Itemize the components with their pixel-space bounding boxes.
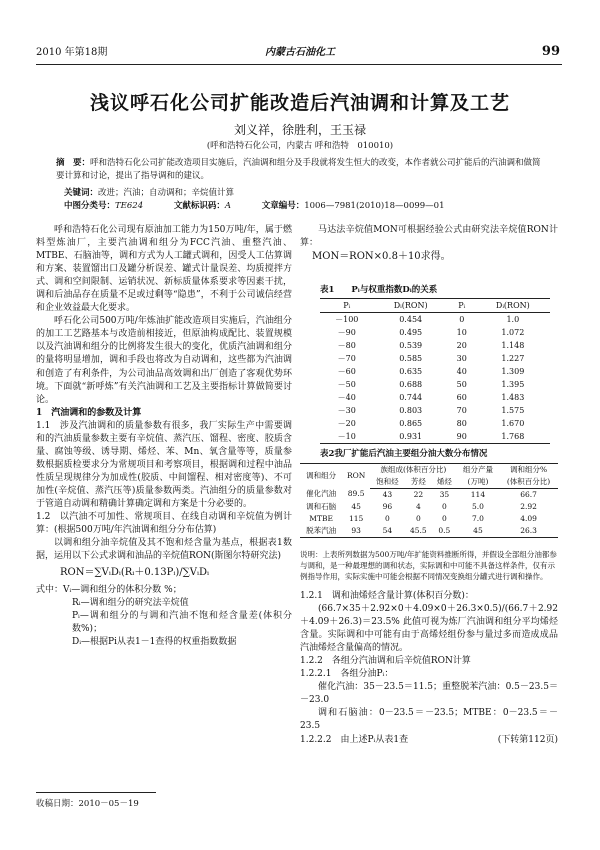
table2-cell: 4.09 bbox=[520, 513, 537, 523]
table1-cell: 0.635 bbox=[399, 366, 423, 376]
keywords-label: 关键词： bbox=[64, 188, 99, 198]
paragraph: 呼石化公司500万吨/年炼油扩能改造项目实施后，汽油组分的加工工艺路基本与改造前相接近，但原油构成配比、装置规模以及汽油调和组分的比例将发生很大的变化，优质汽油调和组分的量将明显增加，调和手段也将改为自动调和，这些都为汽油调和创造了有利条件，为公司油品高效调和出厂创造了客观优势环境。下面就“新呼炼”有关汽油调和工艺及主要指标计算做简要讨论。 bbox=[36, 316, 292, 405]
header-issue: 2010 年第18期 bbox=[36, 47, 108, 58]
table2-cell: 4 bbox=[415, 501, 421, 511]
table1-cell: 0 bbox=[459, 314, 465, 324]
table2-header-ratio: 调和组分% bbox=[509, 464, 548, 474]
table1-header: Dᵢ(RON) bbox=[476, 299, 550, 313]
table2-note: 说明：上表所列数据为500万吨/年扩能资料推断所得，并假设全部组分油都参与调和，是一种最理想的调和状态，实际调和中可能不具备这样条件，仅有示例指导作用，实际实施中可能会根据不同情况变换组分罐式进行调和操作。 bbox=[300, 550, 557, 581]
table1-row bbox=[320, 404, 550, 417]
doc-code-value: A bbox=[224, 201, 231, 211]
table1-cell: 90 bbox=[456, 431, 467, 441]
table2-cell: 96 bbox=[382, 501, 393, 511]
table1-cell: 1.483 bbox=[501, 392, 525, 402]
table2-header-ratio-unit: (体积百分比) bbox=[499, 476, 558, 489]
abstract-text: 呼和浩特石化公司扩能改造项目实施后，汽油调和组分及手段就将发生恒大的改变，本作者就公司扩能后的汽油调和做简要计算和讨论，提出了指导调和的建议。 bbox=[56, 158, 541, 181]
table2-header-group: 调和组分 bbox=[306, 470, 337, 480]
header-journal: 内蒙古石油化工 bbox=[265, 47, 335, 58]
table1-header: Pᵢ bbox=[448, 299, 476, 313]
classification-line bbox=[64, 200, 501, 212]
table2-cell: 0.5 bbox=[438, 525, 451, 535]
table1-caption: 表1 Pᵢ与权重指数Dᵢ的关系 bbox=[320, 285, 438, 295]
article-id-label: 文章编号： bbox=[261, 201, 305, 211]
page-number: 99 bbox=[541, 44, 560, 59]
table1-cell: 1.072 bbox=[501, 327, 525, 337]
doc-code-label: 文献标识码： bbox=[173, 201, 225, 211]
table1-cell: －80 bbox=[337, 340, 356, 350]
table1-cell: －90 bbox=[337, 327, 356, 337]
right-column-bottom bbox=[300, 590, 558, 747]
received-date: 收稿日期：2010－05－19 bbox=[36, 799, 139, 809]
table1-cell: 1.768 bbox=[501, 431, 525, 441]
table1-cell: 0.803 bbox=[399, 405, 423, 415]
paragraph: 1.1 涉及汽油调和的质量参数有很多，我厂实际生产中需要调和的汽油质量参数主要有辛烷值、蒸汽压、馏程、密度、胶质含量、腐蚀等级、诱导期、烯烃、苯、Mn、氧含量等等，质量参数根据质检要求分为常规项目和考察项目，根据调和过程中油品性质呈现规律分为加成性(胶质、中间馏程、相对密度等)、不可加性(辛烷值、蒸汽压等)质量参数两类。汽油组分的质量参数对于管道自动调和精确计算确定调和方案是十分必要的。 bbox=[36, 420, 292, 509]
table2-header-hc: 族组成(体积百分比) bbox=[380, 464, 447, 474]
clc-value: TE624 bbox=[115, 201, 144, 211]
table2-cell: 54 bbox=[382, 525, 393, 535]
table1-cell: 1.395 bbox=[501, 379, 525, 389]
table2-caption: 表2我厂扩能后汽油主要组分油大数分布情况 bbox=[320, 449, 488, 459]
table1-cell: 0.539 bbox=[399, 340, 423, 350]
table2-cell: 35 bbox=[439, 489, 450, 499]
table2-cell: 45 bbox=[351, 501, 361, 511]
table2-cell: 2.92 bbox=[520, 501, 537, 511]
table1-row bbox=[320, 352, 550, 365]
paragraph: 1.2 以汽油不可加性、常规项目、在线自动调和辛烷值为例计算：(根据500万吨/年汽油调和组分分布估算) bbox=[36, 512, 292, 536]
table1-cell: 0.495 bbox=[399, 327, 423, 337]
paragraph: 1.2.2 各组分汽油调和后辛烷值RON计算 bbox=[300, 656, 471, 667]
table2-cell: 5.0 bbox=[471, 501, 484, 511]
table1-cell: 0.865 bbox=[399, 418, 423, 428]
table1-cell: 0.744 bbox=[399, 392, 423, 402]
table1-cell: 0.931 bbox=[399, 431, 423, 441]
article-title: 浅议呼石化公司扩能改造后汽油调和计算及工艺 bbox=[89, 92, 510, 114]
ron-formula: RON＝∑VᵢDᵢ(Rᵢ＋0.13Pᵢ)/∑VᵢDᵢ bbox=[60, 567, 209, 579]
continued-note: (下转第112页) bbox=[497, 734, 558, 745]
section-heading: 1 汽油调和的参数及计算 bbox=[36, 407, 142, 418]
table1-header: Dᵢ(RON) bbox=[374, 299, 448, 313]
table1-cell: －60 bbox=[337, 366, 356, 376]
table1-cell: 0.454 bbox=[399, 314, 423, 324]
table2-row bbox=[300, 513, 558, 525]
table2-row bbox=[300, 525, 558, 538]
table2-cell: 43 bbox=[382, 489, 393, 499]
table1-header: Pᵢ bbox=[320, 299, 374, 313]
table2-cell: MTBE bbox=[309, 513, 333, 523]
table2-cell: 26.3 bbox=[520, 525, 537, 535]
table1-row bbox=[320, 365, 550, 378]
paragraph: 1.2.1 调和油烯烃含量计算(体积百分数)： bbox=[300, 591, 474, 601]
continuation-line bbox=[300, 734, 558, 747]
table1-cell: 1.148 bbox=[501, 340, 525, 350]
clc-label: 中图分类号： bbox=[64, 201, 116, 211]
table1-row bbox=[320, 391, 550, 404]
table1-cell: －10 bbox=[337, 431, 356, 441]
table1-cell: 60 bbox=[456, 392, 467, 402]
table2-cell: 114 bbox=[470, 489, 486, 499]
table2-header-ron: RON bbox=[346, 470, 366, 480]
table2-cell: 0 bbox=[441, 501, 447, 511]
mon-formula: MON＝RON×0.8＋10求得。 bbox=[312, 251, 451, 263]
table1-cell: 20 bbox=[456, 340, 467, 350]
table1-cell: 1.670 bbox=[501, 418, 525, 428]
table1-cell: 10 bbox=[456, 327, 467, 337]
table2 bbox=[300, 463, 558, 538]
table1-cell: 1.227 bbox=[501, 353, 525, 363]
table1-row bbox=[320, 430, 550, 444]
table1-row bbox=[320, 313, 550, 327]
paragraph: (66.7×35＋2.92×0＋4.09×0＋26.3×0.5)/(66.7＋2.92＋4.09＋26.3)＝23.5% 此值可视为炼厂汽油调和组分平均烯烃含量。实际调和中可能有由于高烯烃组份参与量过多而造成成品汽油烯烃含量偏高的情况。 bbox=[300, 604, 558, 654]
table1-cell: －30 bbox=[337, 405, 356, 415]
table2-header-aro: 芳烃 bbox=[405, 476, 432, 489]
table1-cell: －70 bbox=[337, 353, 356, 363]
table2-header-prod-unit: (万吨) bbox=[457, 476, 499, 489]
table2-cell: 45 bbox=[473, 525, 483, 535]
abstract bbox=[56, 157, 548, 183]
table2-row bbox=[300, 489, 558, 502]
paragraph: 1.2.2.2 由上述Pᵢ从表1查 bbox=[300, 734, 409, 745]
affiliation: (呼和浩特石化公司，内蒙古 呼和浩特 010010) bbox=[206, 141, 394, 151]
formula-where: 式中：Vᵢ—调和组分的体积分数 %； bbox=[36, 584, 182, 595]
table1-cell: 1.309 bbox=[501, 366, 525, 376]
formula-def: Rᵢ—调和组分的研究法辛烷值 bbox=[72, 597, 189, 608]
table1-cell: －20 bbox=[337, 418, 356, 428]
paragraph: 催化汽油：35－23.5＝11.5；重整脱苯汽油：0.5－23.5＝－23.0 bbox=[300, 682, 558, 706]
table2-cell: 45.5 bbox=[409, 525, 427, 535]
table1-cell: 40 bbox=[456, 366, 467, 376]
table2-cell: 调和石脑 bbox=[306, 501, 337, 511]
table1-row bbox=[320, 417, 550, 430]
keywords-text: 改进；汽油；自动调和；辛烷值计算 bbox=[98, 188, 235, 198]
table1-cell: 1.0 bbox=[506, 314, 520, 324]
table2-header-ole: 烯烃 bbox=[432, 476, 457, 489]
table1-row bbox=[320, 326, 550, 339]
table2-cell: 115 bbox=[348, 513, 364, 523]
header-rule bbox=[36, 64, 562, 65]
table2-cell: 22 bbox=[413, 489, 424, 499]
formula-def: Pᵢ—调和组分的与调和汽油不饱和烃含量差(体积分数%)； bbox=[72, 610, 292, 634]
table1-cell: 0.585 bbox=[399, 353, 423, 363]
table2-header-prod: 组分产量 bbox=[462, 464, 493, 474]
table2-cell: 0 bbox=[441, 513, 447, 523]
table1-cell: 0.688 bbox=[399, 379, 423, 389]
table1 bbox=[320, 298, 550, 444]
table1-cell: 50 bbox=[456, 379, 467, 389]
footnote-rule bbox=[36, 792, 156, 793]
table1-cell: 30 bbox=[456, 353, 467, 363]
table2-cell: 0 bbox=[385, 513, 390, 523]
table2-cell: 0 bbox=[415, 513, 421, 523]
table2-cell: 89.5 bbox=[347, 489, 365, 499]
table2-cell: 93 bbox=[351, 525, 361, 535]
table1-cell: －50 bbox=[337, 379, 356, 389]
table1-cell: －40 bbox=[337, 392, 356, 402]
paragraph: 1.2.2.1 各组分油Pᵢ： bbox=[300, 669, 394, 680]
table1-row bbox=[320, 339, 550, 352]
table2-cell: 7.0 bbox=[471, 513, 484, 523]
table2-header-sat: 饱和烃 bbox=[370, 476, 405, 489]
left-column bbox=[36, 224, 292, 649]
right-column-top bbox=[300, 224, 558, 265]
table1-row bbox=[320, 378, 550, 391]
paragraph: 马达法辛烷值MON可根据经验公式由研究法辛烷值RON计算： bbox=[300, 225, 558, 249]
table1-cell: －100 bbox=[335, 314, 359, 324]
authors: 刘义祥，徐胜利，王玉禄 bbox=[233, 123, 366, 137]
formula-def: Dᵢ—根据Pi从表1－1查得的权重指数数据 bbox=[72, 636, 237, 647]
table1-cell: 80 bbox=[456, 418, 467, 428]
table2-cell: 66.7 bbox=[520, 489, 537, 499]
abstract-label: 摘 要： bbox=[56, 158, 91, 168]
table1-cell: 70 bbox=[456, 405, 467, 415]
paragraph: 调和石脑油：0－23.5＝－23.5；MTBE：0－23.5＝－23.5 bbox=[300, 708, 558, 732]
table1-cell: 1.575 bbox=[501, 405, 525, 415]
table2-cell: 催化汽油 bbox=[306, 489, 337, 499]
table2-cell: 脱苯汽油 bbox=[306, 525, 337, 535]
table2-row bbox=[300, 501, 558, 513]
article-id-value: 1006—7981(2010)18—0099—01 bbox=[304, 201, 445, 211]
keywords bbox=[64, 187, 234, 199]
paragraph: 呼和浩特石化公司现有原油加工能力为150万吨/年，属于燃料型炼油厂，主要汽油调和组分为FCC汽油、重整汽油、MTBE、石脑油等，调和方式为人工罐式调和，因受人工估算调和方案、装置馏出口及罐分析误差、罐式计量误差、均质搅拌方式、调和空间限制、运销状况、新标质量体系要求等因素干扰，调和后油品存在质量不足或过剩等“隐患”，不利于公司诚信经营和企业效益最大化要求。 bbox=[36, 225, 292, 314]
paragraph: 以调和组分油辛烷值及其不饱和烃含量为基点，根据表1数据，运用以下公式求调和油品的辛烷值RON(斯图尔特研究法) bbox=[36, 538, 292, 562]
